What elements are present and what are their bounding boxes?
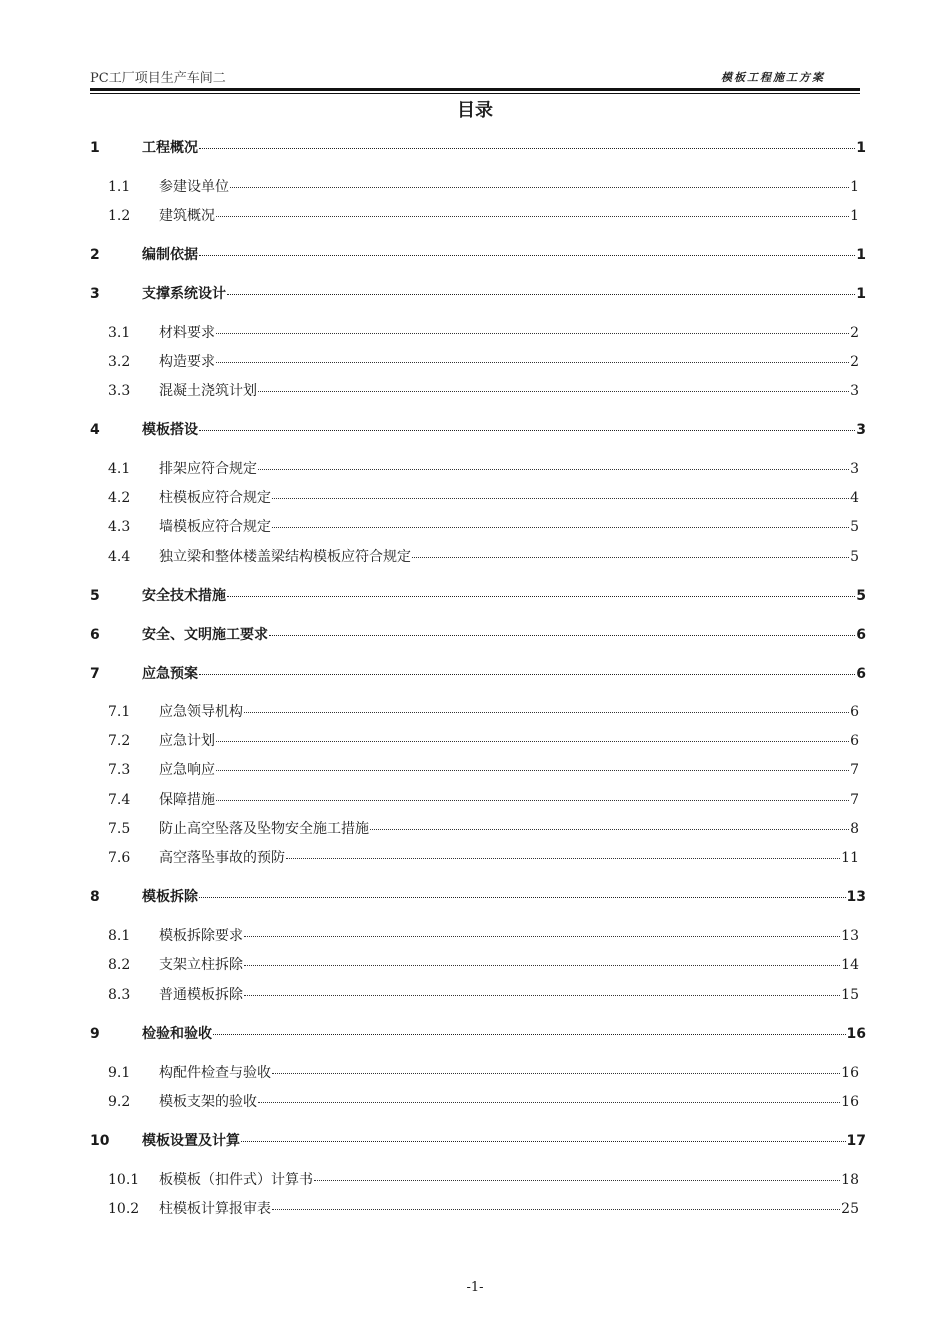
header-document-title: 模板工程施工方案 <box>721 71 825 84</box>
toc-entry-number: 3.2 <box>108 354 131 370</box>
toc-entry-number: 8 <box>90 889 100 905</box>
toc-dot-leader <box>216 769 849 771</box>
toc-dot-leader <box>370 828 849 830</box>
toc-entry-section[interactable] <box>108 1092 859 1112</box>
page-number: -1- <box>466 1280 484 1295</box>
toc-entry-number: 5 <box>90 588 100 604</box>
toc-entry-label: 排架应符合规定 <box>159 461 257 477</box>
toc-dot-leader <box>199 429 855 431</box>
toc-entry-number: 4.2 <box>108 490 131 506</box>
toc-entry-label: 板模板（扣件式）计算书 <box>159 1172 313 1188</box>
toc-entry-number: 7.6 <box>108 850 131 866</box>
toc-dot-leader <box>216 361 849 363</box>
header-rule-thick <box>90 88 860 91</box>
toc-entry-section[interactable] <box>108 790 859 810</box>
toc-entry-page: 7 <box>850 792 859 808</box>
toc-entry-label: 混凝土浇筑计划 <box>159 383 257 399</box>
toc-entry-page: 1 <box>850 179 859 195</box>
toc-entry-chapter[interactable] <box>90 420 866 440</box>
toc-dot-leader <box>216 332 849 334</box>
toc-entry-number: 2 <box>90 247 100 263</box>
toc-entry-label: 应急领导机构 <box>159 704 243 720</box>
toc-entry-page: 8 <box>850 821 859 837</box>
toc-entry-page: 18 <box>841 1172 859 1188</box>
toc-entry-label: 模板支架的验收 <box>159 1094 257 1110</box>
toc-entry-page: 17 <box>846 1133 866 1149</box>
toc-entry-label: 应急预案 <box>142 666 198 682</box>
toc-entry-number: 1 <box>90 140 100 156</box>
header-project-name: PC工厂项目生产车间二 <box>90 71 226 86</box>
toc-entry-page: 3 <box>856 422 866 438</box>
toc-entry-page: 16 <box>846 1026 866 1042</box>
toc-entry-page: 6 <box>850 733 859 749</box>
toc-entry-section[interactable] <box>108 848 859 868</box>
toc-entry-section[interactable] <box>108 985 859 1005</box>
toc-entry-number: 1.1 <box>108 179 131 195</box>
toc-entry-label: 模板拆除要求 <box>159 928 243 944</box>
toc-entry-page: 13 <box>846 889 866 905</box>
toc-entry-section[interactable] <box>108 381 859 401</box>
toc-entry-label: 防止高空坠落及坠物安全施工措施 <box>159 821 369 837</box>
toc-entry-label: 墙模板应符合规定 <box>159 519 271 535</box>
toc-entry-label: 材料要求 <box>159 325 215 341</box>
toc-entry-number: 3 <box>90 286 100 302</box>
toc-entry-number: 4 <box>90 422 100 438</box>
toc-entry-page: 1 <box>856 140 866 156</box>
toc-entry-chapter[interactable] <box>90 245 866 265</box>
toc-entry-label: 模板搭设 <box>142 422 198 438</box>
toc-entry-number: 6 <box>90 627 100 643</box>
toc-entry-page: 16 <box>841 1094 859 1110</box>
toc-dot-leader <box>227 595 855 597</box>
toc-entry-number: 8.2 <box>108 957 131 973</box>
toc-entry-label: 柱模板应符合规定 <box>159 490 271 506</box>
toc-entry-label: 模板设置及计算 <box>142 1133 240 1149</box>
toc-entry-section[interactable] <box>108 955 859 975</box>
toc-entry-page: 2 <box>850 325 859 341</box>
toc-entry-page: 1 <box>850 208 859 224</box>
toc-entry-page: 3 <box>850 383 859 399</box>
toc-entry-page: 1 <box>856 247 866 263</box>
toc-entry-number: 7.4 <box>108 792 131 808</box>
toc-entry-section[interactable] <box>108 517 859 537</box>
toc-entry-label: 普通模板拆除 <box>159 987 243 1003</box>
toc-entry-section[interactable] <box>108 702 859 722</box>
toc-entry-section[interactable] <box>108 323 859 343</box>
toc-entry-chapter[interactable] <box>90 664 866 684</box>
toc-dot-leader <box>213 1033 846 1035</box>
toc-entry-section[interactable] <box>108 177 859 197</box>
toc-entry-section[interactable] <box>108 352 859 372</box>
toc-dot-leader <box>216 740 849 742</box>
toc-dot-leader <box>199 673 855 675</box>
toc-entry-number: 4.4 <box>108 549 131 565</box>
toc-entry-section[interactable] <box>108 926 859 946</box>
toc-entry-number: 4.1 <box>108 461 131 477</box>
toc-entry-section[interactable] <box>108 459 859 479</box>
toc-title: 目录 <box>457 100 493 121</box>
toc-entry-page: 16 <box>841 1065 859 1081</box>
toc-entry-section[interactable] <box>108 488 859 508</box>
toc-entry-label: 柱模板计算报审表 <box>159 1201 271 1217</box>
toc-dot-leader <box>412 556 849 558</box>
toc-entry-page: 6 <box>850 704 859 720</box>
toc-entry-page: 3 <box>850 461 859 477</box>
toc-dot-leader <box>241 1140 846 1142</box>
toc-entry-number: 8.1 <box>108 928 131 944</box>
toc-entry-page: 6 <box>856 666 866 682</box>
toc-dot-leader <box>230 186 849 188</box>
toc-entry-number: 10.2 <box>108 1201 140 1217</box>
toc-dot-leader <box>199 896 846 898</box>
toc-entry-label: 模板拆除 <box>142 889 198 905</box>
toc-dot-leader <box>216 799 849 801</box>
toc-entry-chapter[interactable] <box>90 1131 866 1151</box>
toc-dot-leader <box>272 526 849 528</box>
toc-entry-number: 7.3 <box>108 762 131 778</box>
toc-dot-leader <box>244 964 840 966</box>
toc-dot-leader <box>199 254 855 256</box>
toc-entry-number: 9.2 <box>108 1094 131 1110</box>
toc-dot-leader <box>199 147 855 149</box>
toc-entry-chapter[interactable] <box>90 625 866 645</box>
toc-entry-page: 1 <box>856 286 866 302</box>
toc-dot-leader <box>227 293 855 295</box>
toc-dot-leader <box>258 1101 840 1103</box>
toc-entry-label: 检验和验收 <box>142 1026 212 1042</box>
toc-entry-section[interactable] <box>108 760 859 780</box>
toc-entry-page: 11 <box>841 850 859 866</box>
toc-entry-label: 安全、文明施工要求 <box>142 627 268 643</box>
toc-entry-number: 7.5 <box>108 821 131 837</box>
toc-entry-page: 5 <box>856 588 866 604</box>
toc-entry-label: 支架立柱拆除 <box>159 957 243 973</box>
toc-dot-leader <box>272 497 849 499</box>
toc-entry-page: 7 <box>850 762 859 778</box>
toc-entry-section[interactable] <box>108 1199 859 1219</box>
toc-entry-section[interactable] <box>108 731 859 751</box>
toc-entry-label: 参建设单位 <box>159 179 229 195</box>
toc-entry-page: 14 <box>841 957 859 973</box>
toc-entry-number: 7 <box>90 666 100 682</box>
toc-entry-page: 13 <box>841 928 859 944</box>
toc-entry-label: 应急计划 <box>159 733 215 749</box>
toc-entry-number: 3.3 <box>108 383 131 399</box>
toc-entry-page: 2 <box>850 354 859 370</box>
toc-entry-number: 4.3 <box>108 519 131 535</box>
toc-entry-section[interactable] <box>108 819 859 839</box>
toc-dot-leader <box>272 1072 840 1074</box>
toc-dot-leader <box>244 935 840 937</box>
toc-entry-page: 4 <box>850 490 859 506</box>
toc-entry-page: 5 <box>850 519 859 535</box>
toc-entry-label: 高空落坠事故的预防 <box>159 850 285 866</box>
toc-entry-page: 6 <box>856 627 866 643</box>
toc-entry-number: 1.2 <box>108 208 131 224</box>
toc-entry-section[interactable] <box>108 1063 859 1083</box>
toc-entry-page: 25 <box>841 1201 859 1217</box>
toc-entry-number: 9 <box>90 1026 100 1042</box>
toc-entry-number: 9.1 <box>108 1065 131 1081</box>
toc-entry-chapter[interactable] <box>90 887 866 907</box>
toc-entry-section[interactable] <box>108 206 859 226</box>
toc-entry-label: 构造要求 <box>159 354 215 370</box>
toc-entry-page: 5 <box>850 549 859 565</box>
toc-entry-label: 保障措施 <box>159 792 215 808</box>
toc-dot-leader <box>272 1208 840 1210</box>
toc-entry-chapter[interactable] <box>90 1024 866 1044</box>
toc-entry-chapter[interactable] <box>90 284 866 304</box>
toc-entry-number: 7.1 <box>108 704 131 720</box>
toc-entry-label: 建筑概况 <box>159 208 215 224</box>
toc-entry-chapter[interactable] <box>90 138 866 158</box>
toc-entry-label: 构配件检查与验收 <box>159 1065 271 1081</box>
toc-entry-number: 7.2 <box>108 733 131 749</box>
toc-dot-leader <box>258 390 849 392</box>
toc-dot-leader <box>269 634 855 636</box>
toc-dot-leader <box>286 857 840 859</box>
toc-entry-label: 编制依据 <box>142 247 198 263</box>
toc-entry-number: 10.1 <box>108 1172 140 1188</box>
toc-dot-leader <box>258 468 849 470</box>
toc-entry-page: 15 <box>841 987 859 1003</box>
toc-entry-label: 工程概况 <box>142 140 198 156</box>
toc-entry-label: 支撑系统设计 <box>142 286 226 302</box>
toc-entry-chapter[interactable] <box>90 586 866 606</box>
toc-entry-number: 10 <box>90 1133 110 1149</box>
toc-dot-leader <box>244 994 840 996</box>
toc-dot-leader <box>216 215 849 217</box>
toc-dot-leader <box>314 1179 840 1181</box>
toc-entry-section[interactable] <box>108 1170 859 1190</box>
toc-entry-label: 应急响应 <box>159 762 215 778</box>
toc-entry-number: 3.1 <box>108 325 131 341</box>
header-rule-thin <box>90 93 860 94</box>
toc-dot-leader <box>244 711 849 713</box>
toc-entry-number: 8.3 <box>108 987 131 1003</box>
toc-entry-label: 安全技术措施 <box>142 588 226 604</box>
toc-entry-label: 独立梁和整体楼盖梁结构模板应符合规定 <box>159 549 411 565</box>
toc-entry-section[interactable] <box>108 547 859 567</box>
